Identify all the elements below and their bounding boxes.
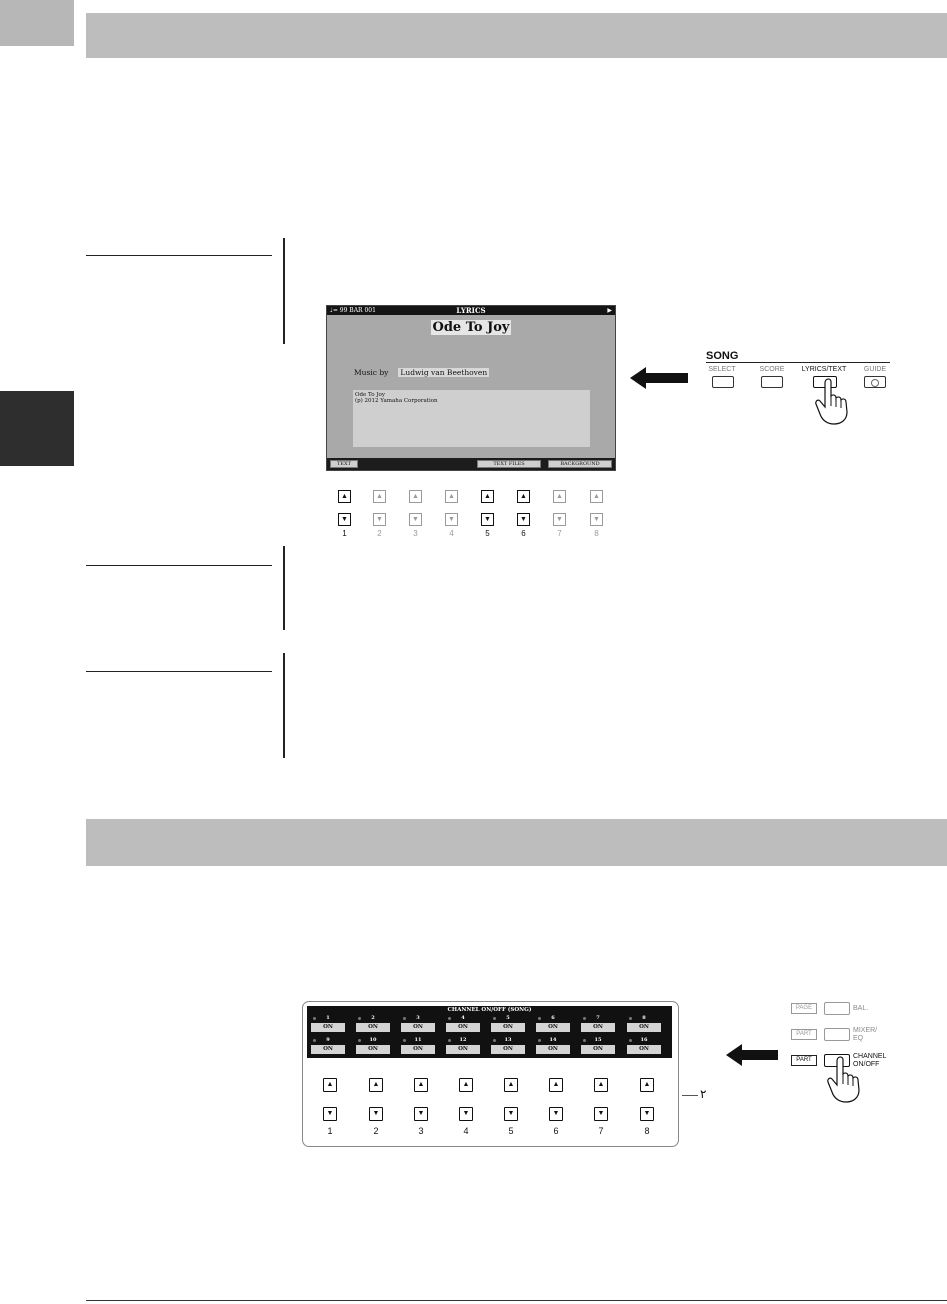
channel-cell-10[interactable]: 10 ON: [356, 1037, 390, 1056]
page-tab-top: [0, 0, 74, 46]
display-title: LYRICS: [456, 306, 486, 315]
guide-button[interactable]: [864, 376, 886, 388]
text-tab-button[interactable]: TEXT: [330, 460, 358, 468]
footer-rule: [86, 1300, 947, 1301]
up-button-5[interactable]: ▲: [481, 490, 494, 503]
select-label: SELECT: [708, 366, 736, 373]
channel-button-number-1: 1: [327, 1126, 333, 1136]
step-marker: ٢: [700, 1087, 707, 1101]
play-triangle-icon: ▶: [607, 307, 612, 314]
channel-cell-4[interactable]: 4 ON: [446, 1015, 480, 1034]
channel-cell-2[interactable]: 2 ON: [356, 1015, 390, 1034]
channel-onoff-label: CHANNEL ON/OFF: [853, 1053, 887, 1068]
song-panel-rule: [706, 362, 890, 363]
text-line-1: Ode To Joy: [355, 392, 385, 398]
button-number-5: 5: [485, 529, 490, 538]
score-button[interactable]: [761, 376, 783, 388]
part-button-2[interactable]: PART: [791, 1055, 817, 1066]
channel-cell-6[interactable]: 6 ON: [536, 1015, 570, 1034]
guide-lamp-icon: [871, 379, 879, 387]
section-header-band-2: [86, 819, 947, 866]
select-button[interactable]: [712, 376, 734, 388]
music-by-label: Music by: [354, 368, 389, 377]
channel-button-number-8: 8: [644, 1126, 650, 1136]
channel-button-number-6: 6: [553, 1126, 559, 1136]
channel-cell-8[interactable]: 8 ON: [627, 1015, 661, 1034]
channel-down-button-4[interactable]: ▼: [459, 1107, 473, 1121]
channel-down-button-6[interactable]: ▼: [549, 1107, 563, 1121]
channel-button-number-7: 7: [598, 1126, 604, 1136]
channel-up-button-1[interactable]: ▲: [323, 1078, 337, 1092]
down-button-7[interactable]: ▼: [553, 513, 566, 526]
channel-cell-12[interactable]: 12 ON: [446, 1037, 480, 1056]
channel-onoff-display: [307, 1006, 672, 1058]
lcd-button-bar: [327, 458, 615, 470]
text-files-button[interactable]: TEXT FILES: [477, 460, 541, 468]
part-button-1[interactable]: PART: [791, 1029, 817, 1040]
down-button-6[interactable]: ▼: [517, 513, 530, 526]
channel-up-button-6[interactable]: ▲: [549, 1078, 563, 1092]
channel-up-button-5[interactable]: ▲: [504, 1078, 518, 1092]
tempo-bar-status: ♩= 99 BAR 001: [330, 307, 376, 314]
background-button[interactable]: BACKGROUND: [548, 460, 612, 468]
channel-cell-14[interactable]: 14 ON: [536, 1037, 570, 1056]
channel-up-button-3[interactable]: ▲: [414, 1078, 428, 1092]
button-number-2: 2: [377, 529, 382, 538]
mixer-eq-label: MIXER/ EQ: [853, 1027, 878, 1042]
score-label: SCORE: [759, 366, 785, 373]
channel-down-button-8[interactable]: ▼: [640, 1107, 654, 1121]
page-button[interactable]: PAGE: [791, 1003, 817, 1014]
bal-label: BAL.: [853, 1005, 869, 1012]
bal-button[interactable]: [824, 1002, 850, 1015]
channel-cell-7[interactable]: 7 ON: [581, 1015, 615, 1034]
lyrics-text-label: LYRICS/TEXT: [801, 366, 847, 373]
up-button-1[interactable]: ▲: [338, 490, 351, 503]
text-line-2: (p) 2012 Yamaha Corporation: [355, 398, 438, 404]
channel-button-number-2: 2: [373, 1126, 379, 1136]
music-by-line: [354, 368, 489, 377]
button-number-7: 7: [557, 529, 562, 538]
step-marker-line: [682, 1095, 698, 1096]
button-number-8: 8: [594, 529, 599, 538]
channel-cell-9[interactable]: 9 ON: [311, 1037, 345, 1056]
channel-down-button-1[interactable]: ▼: [323, 1107, 337, 1121]
down-button-1[interactable]: ▼: [338, 513, 351, 526]
guide-label: GUIDE: [863, 366, 887, 373]
channel-down-button-7[interactable]: ▼: [594, 1107, 608, 1121]
song-title: Ode To Joy: [432, 320, 510, 335]
channel-cell-13[interactable]: 13 ON: [491, 1037, 525, 1056]
up-button-6[interactable]: ▲: [517, 490, 530, 503]
up-button-2[interactable]: ▲: [373, 490, 386, 503]
section-header-band-1: [86, 13, 947, 58]
up-button-8[interactable]: ▲: [590, 490, 603, 503]
divider-3: [283, 653, 285, 758]
button-number-1: 1: [342, 529, 347, 538]
channel-up-button-4[interactable]: ▲: [459, 1078, 473, 1092]
left-rule-2: [86, 565, 272, 566]
channel-down-button-3[interactable]: ▼: [414, 1107, 428, 1121]
pressing-hand-icon: [814, 378, 856, 426]
up-button-3[interactable]: ▲: [409, 490, 422, 503]
left-rule-3: [86, 671, 272, 672]
left-arrow-icon: [726, 1044, 778, 1066]
channel-down-button-2[interactable]: ▼: [369, 1107, 383, 1121]
channel-up-button-2[interactable]: ▲: [369, 1078, 383, 1092]
channel-button-number-4: 4: [463, 1126, 469, 1136]
lcd-status-bar: [327, 306, 615, 315]
left-arrow-icon: [630, 367, 688, 389]
left-rule-1: [86, 255, 272, 256]
up-button-4[interactable]: ▲: [445, 490, 458, 503]
channel-up-button-7[interactable]: ▲: [594, 1078, 608, 1092]
channel-up-button-8[interactable]: ▲: [640, 1078, 654, 1092]
channel-down-button-5[interactable]: ▼: [504, 1107, 518, 1121]
channel-button-number-3: 3: [418, 1126, 424, 1136]
channel-display-title: CHANNEL ON/OFF (SONG): [447, 1007, 532, 1013]
down-button-2[interactable]: ▼: [373, 513, 386, 526]
channel-cell-1[interactable]: 1 ON: [311, 1015, 345, 1034]
channel-cell-3[interactable]: 3 ON: [401, 1015, 435, 1034]
divider-2: [283, 546, 285, 630]
composer-name: Ludwig van Beethoven: [400, 368, 488, 377]
channel-button-number-5: 5: [508, 1126, 514, 1136]
pressing-hand-icon: [826, 1056, 868, 1104]
button-number-4: 4: [449, 529, 454, 538]
down-button-8[interactable]: ▼: [590, 513, 603, 526]
lyrics-display: [326, 305, 616, 471]
button-number-3: 3: [413, 529, 418, 538]
up-button-7[interactable]: ▲: [553, 490, 566, 503]
down-button-3[interactable]: ▼: [409, 513, 422, 526]
chapter-tab: [0, 391, 74, 466]
channel-cell-16[interactable]: 16 ON: [627, 1037, 661, 1056]
channel-cell-15[interactable]: 15 ON: [581, 1037, 615, 1056]
down-button-4[interactable]: ▼: [445, 513, 458, 526]
down-button-5[interactable]: ▼: [481, 513, 494, 526]
channel-cell-11[interactable]: 11 ON: [401, 1037, 435, 1056]
text-area: [353, 390, 590, 447]
mixer-eq-button[interactable]: [824, 1028, 850, 1041]
divider-1: [283, 238, 285, 344]
song-panel-heading: SONG: [706, 350, 739, 362]
button-number-6: 6: [521, 529, 526, 538]
channel-cell-5[interactable]: 5 ON: [491, 1015, 525, 1034]
